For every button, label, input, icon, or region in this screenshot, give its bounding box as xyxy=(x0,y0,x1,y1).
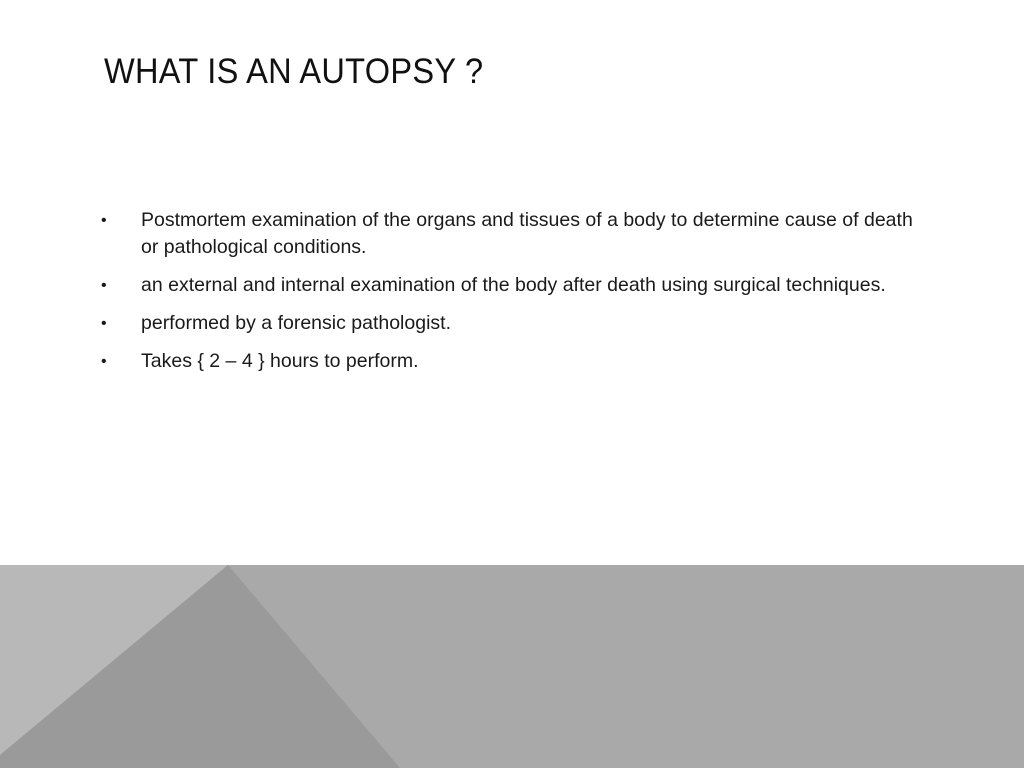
bullet-text: an external and internal examination of the body after death using surgical techniques. xyxy=(141,274,886,296)
bullet-text: Takes { 2 – 4 } hours to perform. xyxy=(141,350,419,372)
bullet-text: performed by a forensic pathologist. xyxy=(141,312,452,334)
bullet-item xyxy=(100,348,920,375)
bullet-list xyxy=(100,207,920,386)
bullet-item xyxy=(100,207,920,261)
bullet-marker: • xyxy=(101,212,107,229)
bullet-item xyxy=(100,272,920,299)
bullet-marker: • xyxy=(101,277,107,294)
bullet-text: Postmortem examination of the organs and tissues of a body to determine cause of death or pathological conditions. xyxy=(141,209,913,258)
footer-decoration xyxy=(0,565,1024,768)
bullet-marker: • xyxy=(101,353,107,370)
slide-title: WHAT IS AN AUTOPSY ? xyxy=(104,52,484,91)
bullet-item xyxy=(100,310,920,337)
bullet-marker: • xyxy=(101,315,107,332)
